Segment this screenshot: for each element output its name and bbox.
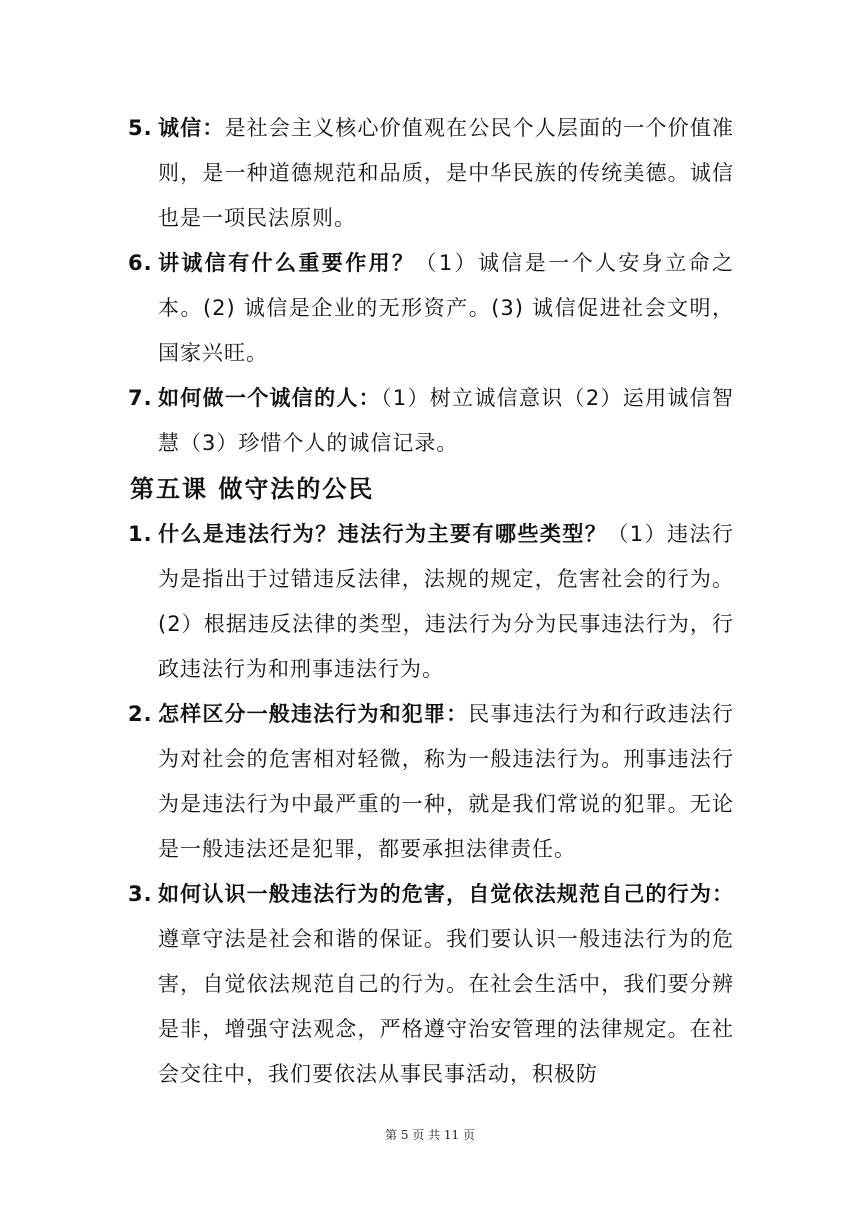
list-item-7 bbox=[128, 376, 734, 466]
item-number: 6. bbox=[128, 251, 153, 275]
item-number: 1. bbox=[128, 522, 153, 546]
list-item-5 bbox=[128, 106, 734, 241]
page-content bbox=[128, 106, 734, 1097]
item-question: 讲诚信有什么重要作用？ bbox=[158, 251, 416, 275]
item-number: 5. bbox=[128, 116, 153, 140]
item-number: 3. bbox=[128, 882, 153, 906]
item-question: 如何认识一般违法行为的危害，自觉依法规范自己的行为： bbox=[158, 882, 734, 906]
item-answer: 民事违法行为和行政违法行为对社会的危害相对轻微，称为一般违法行为。刑事违法行为是违法行为中最严重的一种，就是我们常说的犯罪。无论是一般违法还是犯罪，都要承担法律责任。 bbox=[158, 702, 735, 861]
page-footer: 第 5 页 共 11 页 bbox=[385, 1128, 475, 1142]
item-answer: 遵章守法是社会和谐的保证。我们要认识一般违法行为的危害，自觉依法规范自己的行为。在社会生活中，我们要分辨是非，增强守法观念，严格遵守治安管理的法律规定。在社会交往中，我们要依法从事民事活动，积极防 bbox=[158, 927, 734, 1086]
item-answer: （1）树立诚信意识（2）运用诚信智慧（3）珍惜个人的诚信记录。 bbox=[158, 386, 734, 455]
lesson-heading: 第五课 做守法的公民 bbox=[130, 475, 375, 503]
item-answer: （1）诚信是一个人安身立命之本。(2) 诚信是企业的无形资产。(3) 诚信促进社会文明，国家兴旺。 bbox=[158, 251, 734, 365]
item-number: 2. bbox=[128, 702, 153, 726]
list-item-1 bbox=[128, 512, 734, 692]
item-question: 怎样区分一般违法行为和犯罪： bbox=[158, 702, 469, 726]
item-answer: 是社会主义核心价值观在公民个人层面的一个价值准则，是一种道德规范和品质，是中华民族的传统美德。诚信也是一项民法原则。 bbox=[158, 116, 735, 230]
list-item-6 bbox=[128, 241, 734, 376]
item-number: 7. bbox=[128, 386, 153, 410]
item-answer: （1）违法行为是指出于过错违反法律，法规的规定，危害社会的行为。(2）根据违反法律的类型，违法行为分为民事违法行为，行政违法行为和刑事违法行为。 bbox=[158, 522, 734, 681]
list-item-2 bbox=[128, 692, 734, 872]
list-item-3 bbox=[128, 872, 734, 1097]
item-question: 诚信： bbox=[158, 116, 225, 140]
item-question: 如何做一个诚信的人： bbox=[158, 386, 381, 410]
item-question: 什么是违法行为？违法行为主要有哪些类型？ bbox=[158, 522, 608, 546]
